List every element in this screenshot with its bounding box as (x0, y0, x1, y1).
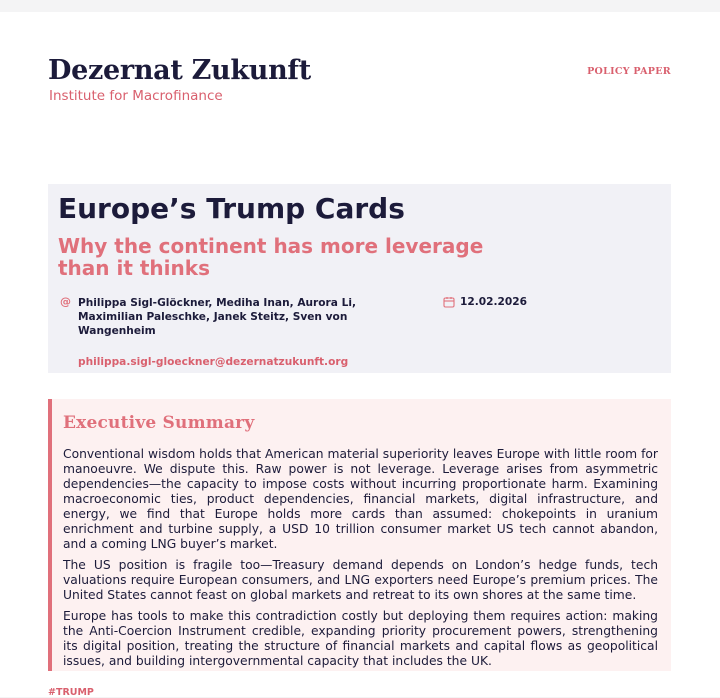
paper-subtitle: Why the continent has more leverage than it thinks (58, 234, 484, 280)
authors: Philippa Sigl-Glöckner, Mediha Inan, Aurora Li, Maximilian Paleschke, Janek Steitz, Sven von Wangenheim (78, 297, 357, 337)
summary-paragraph: Europe has tools to make this contradiction costly but deploying them requires action: making the Anti-Coercion Instrument credible, expanding priority procurement powers, strengthening its digital position, treating the structure of financial markets and capital flows as geopolitical issues, and building intergovernmental capacity that includes the UK. (63, 609, 658, 668)
summary-paragraph: The US position is fragile too—Treasury demand depends on London’s hedge funds, tech valuations require European consumers, and LNG exporters need Europe’s premium prices. The United States cannot feast on global markets and retreat to its own shores at the same time. (63, 558, 658, 602)
date-row (443, 296, 527, 308)
summary-body (63, 447, 658, 675)
logo (48, 56, 311, 104)
authors-row (60, 296, 358, 338)
doc-type-label: POLICY PAPER (587, 66, 671, 77)
title-block (48, 184, 671, 373)
logo-name: Dezernat Zukunft (48, 55, 311, 86)
author-email-link[interactable]: philippa.sigl-gloeckner@dezernatzukunft.org (78, 356, 349, 368)
executive-summary (48, 399, 671, 671)
paper-title: Europe’s Trump Cards (58, 192, 405, 225)
summary-heading: Executive Summary (63, 413, 255, 433)
at-icon: @ (60, 295, 71, 308)
calendar-icon (443, 296, 455, 308)
paper-page (0, 12, 720, 697)
hashtag-link[interactable]: #TRUMP (48, 687, 94, 698)
logo-subtitle: Institute for Macrofinance (49, 88, 223, 104)
publication-date: 12.02.2026 (460, 296, 528, 308)
summary-paragraph: Conventional wisdom holds that American material superiority leaves Europe with little room for manoeuvre. We dispute this. Raw power is not leverage. Leverage arises from asymmetric dependencies—the capacity to impose costs without incurring proportionate harm. Examining macroeconomic ties, product dependencies, financial markets, digital infrastructure, and energy, we find that Europe holds more cards than assumed: chokepoints in uranium enrichment and turbine supply, a USD 10 trillion consumer market US tech cannot abandon, and a coming LNG buyer’s market. (63, 447, 658, 551)
